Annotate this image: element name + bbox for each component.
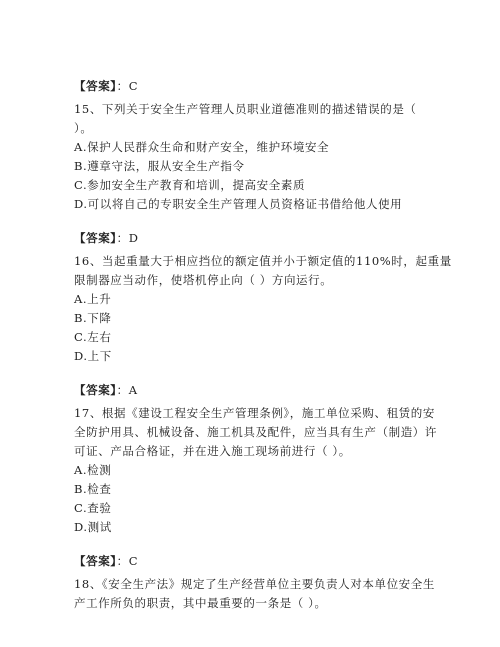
question-17-option-c: C.查验 [74, 501, 112, 515]
question-16-line-1: 16、当起重量大于相应挡位的额定值并小于额定值的110%时，起重量 [74, 254, 452, 268]
answer-value: C [128, 79, 139, 93]
answer-separator: ： [116, 231, 129, 245]
answer-label: 【答案】 [74, 79, 117, 93]
answer-label: 【答案】 [74, 383, 117, 397]
question-15-line-1: 15、下列关于安全生产管理人员职业道德准则的描述错误的是（ [74, 102, 417, 116]
answer-line [74, 231, 139, 245]
question-18-line-1: 18、《安全生产法》规定了生产经营单位主要负责人对本单位安全生 [74, 577, 435, 591]
question-16-option-a: A.上升 [74, 292, 112, 306]
question-17-option-b: B.检查 [74, 482, 112, 496]
answer-line [74, 383, 138, 397]
answer-value: A [128, 383, 138, 397]
question-15-option-d: D.可以将自己的专职安全生产管理人员资格证书借给他人使用 [74, 197, 403, 211]
question-17-line-2: 全防护用具、机械设备、施工机具及配件，应当具有生产（制造）许 [74, 425, 437, 439]
question-17-line-3: 可证、产品合格证，并在进入施工现场前进行（ ）。 [74, 444, 351, 458]
question-15-option-b: B.遵章守法，服从安全生产指令 [74, 159, 245, 173]
answer-label: 【答案】 [74, 231, 117, 245]
answer-separator: ： [116, 79, 129, 93]
question-16-option-c: C.左右 [74, 330, 112, 344]
question-17-option-d: D.测试 [74, 520, 112, 534]
question-16-option-d: D.上下 [74, 349, 112, 363]
answer-line [74, 79, 138, 93]
answer-value: D [128, 231, 139, 245]
answer-label: 【答案】 [74, 554, 117, 568]
question-16-option-b: B.下降 [74, 311, 112, 325]
answer-line [74, 554, 138, 568]
question-18-line-2: 产工作所负的职责，其中最重要的一条是（ ）。 [74, 596, 327, 610]
answer-separator: ： [116, 554, 129, 568]
question-15-option-c: C.参加安全生产教育和培训，提高安全素质 [74, 178, 306, 192]
question-15-option-a: A.保护人民群众生命和财产安全，维护环境安全 [74, 140, 330, 154]
answer-separator: ： [116, 383, 129, 397]
question-17-option-a: A.检测 [74, 463, 112, 477]
question-15-line-2: ）。 [74, 121, 93, 135]
question-16-line-2: 限制器应当动作，使塔机停止向（ ）方向运行。 [74, 273, 333, 287]
answer-value: C [128, 554, 139, 568]
question-17-line-1: 17、根据《建设工程安全生产管理条例》，施工单位采购、租赁的安 [74, 406, 435, 420]
